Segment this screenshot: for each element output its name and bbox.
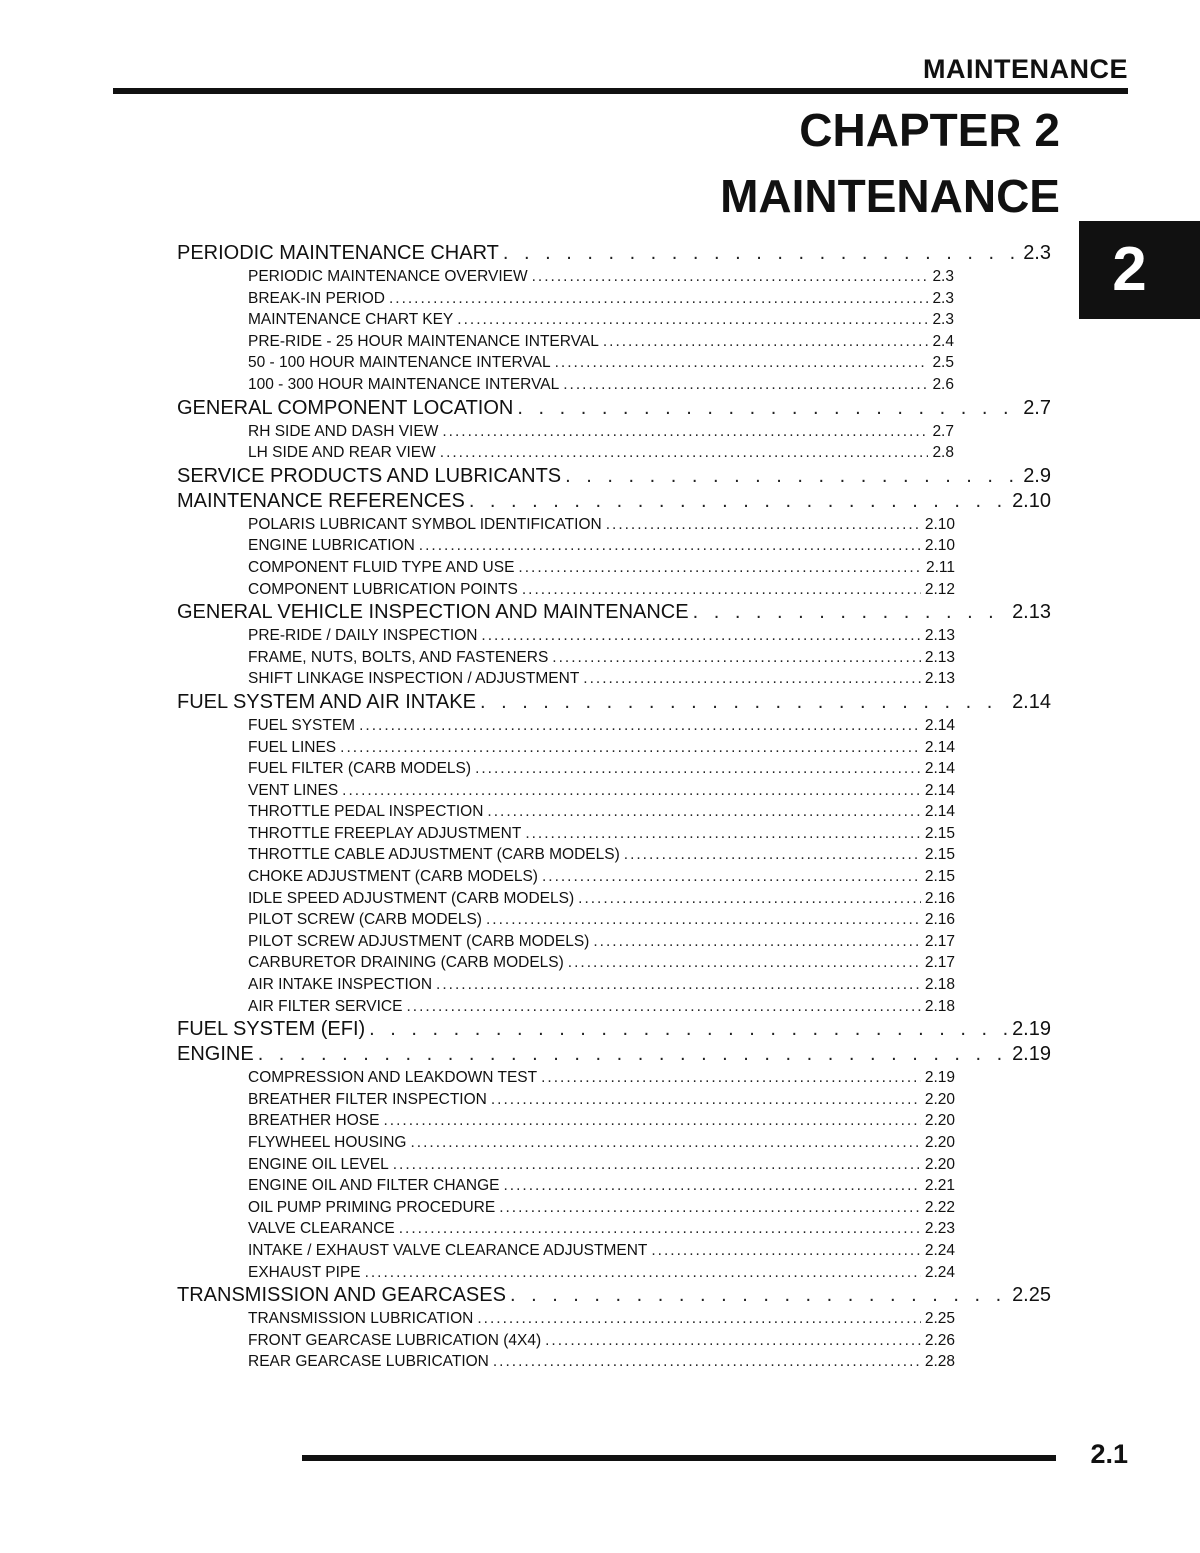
dot-leader: [518, 557, 922, 579]
dot-leader: [480, 690, 1008, 715]
toc-entry-title: FRONT GEARCASE LUBRICATION (4X4): [248, 1331, 542, 1349]
toc-entry-page: 2.22: [924, 1198, 955, 1216]
toc-subentry[interactable]: [248, 1089, 955, 1111]
dot-leader: [342, 780, 921, 802]
toc-entry-page: 2.19: [1012, 1018, 1051, 1041]
dot-leader: [517, 396, 1019, 421]
footer-rule: [302, 1455, 1056, 1461]
toc-section-entry[interactable]: [177, 464, 1051, 489]
toc-entry-page: 2.24: [924, 1241, 955, 1259]
chapter-name: MAINTENANCE: [720, 170, 1060, 222]
dot-leader: [651, 1240, 920, 1262]
toc-subentry[interactable]: [248, 374, 954, 396]
toc-entry-page: 2.3: [1023, 242, 1051, 264]
toc-entry-page: 2.19: [1012, 1043, 1051, 1066]
toc-entry-title: AIR INTAKE INSPECTION: [248, 976, 433, 994]
chapter-title: [360, 97, 1060, 229]
toc-entry-page: 2.28: [924, 1353, 955, 1371]
dot-leader: [440, 442, 929, 464]
toc-section-entry[interactable]: [177, 1042, 1051, 1067]
header-rule: [113, 88, 1128, 94]
toc-entry-title: BREATHER FILTER INSPECTION: [248, 1090, 487, 1108]
toc-entry-title: FUEL FILTER (CARB MODELS): [248, 760, 472, 778]
toc-entry-page: 2.3: [932, 268, 954, 285]
toc-entry-page: 2.7: [932, 422, 954, 440]
dot-leader: [568, 952, 921, 974]
toc-entry-page: 2.14: [924, 760, 955, 778]
toc-entry-page: 2.3: [932, 311, 954, 329]
toc-entry-title: FLYWHEEL HOUSING: [248, 1134, 407, 1151]
toc-entry-title: INTAKE / EXHAUST VALVE CLEARANCE ADJUSTMENT: [248, 1241, 648, 1259]
dot-leader: [603, 331, 929, 353]
dot-leader: [545, 1330, 921, 1352]
toc-entry-page: 2.13: [1012, 601, 1051, 624]
toc-subentry[interactable]: [248, 421, 954, 443]
toc-subentry[interactable]: [248, 801, 955, 823]
dot-leader: [384, 1110, 921, 1132]
toc-subentry[interactable]: [248, 974, 955, 996]
toc-section-entry[interactable]: [177, 396, 1051, 421]
toc-entry-title: ENGINE LUBRICATION: [248, 537, 415, 555]
toc-entry-page: 2.6: [932, 375, 954, 393]
toc-entry-page: 2.7: [1023, 396, 1051, 419]
toc-entry-page: 2.18: [924, 997, 955, 1015]
toc-subentry[interactable]: [248, 647, 955, 669]
toc-entry-title: FUEL LINES: [248, 738, 337, 756]
toc-entry-title: PERIODIC MAINTENANCE CHART: [177, 242, 499, 264]
toc-subentry[interactable]: [248, 866, 955, 888]
dot-leader: [406, 996, 920, 1018]
dot-leader: [578, 888, 921, 910]
dot-leader: [499, 1197, 921, 1219]
toc-entry-title: PILOT SCREW ADJUSTMENT (CARB MODELS): [248, 932, 590, 950]
toc-entry-title: FUEL SYSTEM (EFI): [177, 1018, 366, 1041]
dot-leader: [442, 421, 928, 443]
toc-entry-page: 2.25: [1012, 1284, 1051, 1307]
toc-subentry[interactable]: [248, 931, 955, 953]
toc-entry-title: RH SIDE AND DASH VIEW: [248, 422, 439, 440]
toc-subentry[interactable]: [248, 309, 954, 331]
toc-entry-title: MAINTENANCE CHART KEY: [248, 311, 454, 329]
dot-leader: [522, 579, 921, 601]
dot-leader: [542, 866, 921, 888]
toc-subentry[interactable]: [248, 996, 955, 1018]
toc-subentry[interactable]: [248, 1308, 955, 1330]
toc-entry-title: REAR GEARCASE LUBRICATION: [248, 1353, 489, 1371]
toc-entry-page: 2.18: [924, 976, 955, 994]
toc-subentry[interactable]: [248, 1351, 955, 1373]
toc-entry-title: THROTTLE PEDAL INSPECTION: [248, 803, 484, 821]
toc-entry-page: 2.16: [924, 911, 955, 929]
toc-subentry[interactable]: [248, 1262, 955, 1284]
dot-leader: [510, 1283, 1008, 1308]
toc-entry-title: FUEL SYSTEM: [248, 716, 356, 734]
toc-subentry[interactable]: [248, 625, 955, 647]
toc-subentry[interactable]: [248, 844, 955, 866]
toc-entry-title: VALVE CLEARANCE: [248, 1220, 395, 1238]
toc-entry-title: BREAK-IN PERIOD: [248, 289, 385, 307]
dot-leader: [541, 1067, 921, 1089]
toc-entry-title: SHIFT LINKAGE INSPECTION / ADJUSTMENT: [248, 670, 580, 688]
toc-subentry[interactable]: [248, 1132, 955, 1154]
toc-entry-page: 2.15: [924, 846, 955, 864]
toc-entry-page: 2.11: [925, 558, 955, 576]
toc-entry-title: TRANSMISSION LUBRICATION: [248, 1310, 474, 1328]
toc-entry-page: 2.14: [1012, 690, 1051, 713]
toc-entry-page: 2.10: [1012, 489, 1051, 512]
dot-leader: [365, 1262, 921, 1284]
toc-entry-page: 2.12: [924, 580, 955, 598]
toc-entry-title: COMPONENT LUBRICATION POINTS: [248, 580, 518, 598]
toc-entry-page: 2.15: [924, 824, 955, 842]
toc-entry-page: 2.20: [924, 1134, 955, 1151]
toc-section-entry[interactable]: [177, 241, 1051, 266]
dot-leader: [532, 266, 929, 288]
toc-subentry[interactable]: [248, 352, 954, 374]
toc-subentry[interactable]: [248, 1110, 955, 1132]
toc-subentry[interactable]: [248, 909, 955, 931]
dot-leader: [457, 309, 928, 331]
dot-leader: [624, 844, 921, 866]
toc-entry-title: THROTTLE CABLE ADJUSTMENT (CARB MODELS): [248, 846, 620, 864]
toc-entry-title: CARBURETOR DRAINING (CARB MODELS): [248, 954, 564, 972]
toc-entry-page: 2.5: [932, 354, 954, 372]
dot-leader: [359, 715, 921, 737]
toc-entry-title: TRANSMISSION AND GEARCASES: [177, 1284, 506, 1307]
toc-subentry[interactable]: [248, 888, 955, 910]
toc-subentry[interactable]: [248, 1197, 955, 1219]
toc-entry-page: 2.25: [924, 1310, 955, 1328]
chapter-tab: 2: [1079, 221, 1200, 319]
dot-leader: [504, 1175, 921, 1197]
dot-leader: [606, 514, 921, 536]
toc-entry-page: 2.8: [932, 444, 954, 462]
toc-entry-page: 2.20: [924, 1155, 955, 1173]
dot-leader: [481, 625, 920, 647]
toc-entry-title: COMPONENT FLUID TYPE AND USE: [248, 558, 515, 576]
dot-leader: [469, 489, 1008, 514]
toc-subentry[interactable]: [248, 715, 955, 737]
toc-entry-page: 2.4: [932, 332, 954, 350]
dot-leader: [555, 352, 929, 374]
dot-leader: [486, 909, 921, 931]
toc-subentry[interactable]: [248, 737, 955, 759]
toc-entry-title: ENGINE OIL AND FILTER CHANGE: [248, 1177, 500, 1195]
toc-entry-title: PRE-RIDE - 25 HOUR MAINTENANCE INTERVAL: [248, 332, 599, 350]
toc-subentry[interactable]: [248, 1330, 955, 1352]
running-header: MAINTENANCE: [923, 54, 1128, 84]
toc-subentry[interactable]: [248, 952, 955, 974]
toc-entry-page: 2.13: [924, 627, 955, 645]
dot-leader: [369, 1017, 1008, 1042]
toc-subentry[interactable]: [248, 1240, 955, 1262]
toc-entry-title: IDLE SPEED ADJUSTMENT (CARB MODELS): [248, 889, 575, 907]
dot-leader: [340, 737, 921, 759]
toc-entry-title: THROTTLE FREEPLAY ADJUSTMENT: [248, 824, 522, 842]
toc-entry-page: 2.21: [924, 1177, 955, 1195]
toc-subentry[interactable]: [248, 1218, 955, 1240]
dot-leader: [583, 668, 921, 690]
toc-entry-page: 2.20: [924, 1112, 955, 1130]
toc-entry-title: EXHAUST PIPE: [248, 1263, 361, 1281]
toc-entry-title: PERIODIC MAINTENANCE OVERVIEW: [248, 268, 528, 285]
toc-subentry[interactable]: [248, 758, 955, 780]
toc-entry-page: 2.14: [924, 803, 955, 821]
toc-subentry[interactable]: [248, 514, 955, 536]
toc-entry-title: BREATHER HOSE: [248, 1112, 380, 1130]
toc-entry-page: 2.23: [924, 1220, 955, 1238]
dot-leader: [563, 374, 928, 396]
toc-entry-title: GENERAL COMPONENT LOCATION: [177, 396, 514, 419]
toc-subentry[interactable]: [248, 442, 954, 464]
toc-entry-page: 2.19: [924, 1069, 955, 1087]
toc-entry-title: ENGINE OIL LEVEL: [248, 1155, 389, 1173]
dot-leader: [491, 1089, 921, 1111]
toc-entry-page: 2.20: [924, 1090, 955, 1108]
dot-leader: [475, 758, 921, 780]
toc-entry-title: AIR FILTER SERVICE: [248, 997, 403, 1015]
toc-entry-title: MAINTENANCE REFERENCES: [177, 489, 465, 512]
toc-section-entry[interactable]: [177, 690, 1051, 715]
toc-entry-title: POLARIS LUBRICANT SYMBOL IDENTIFICATION: [248, 515, 602, 533]
toc-entry-page: 2.14: [924, 738, 955, 756]
toc-entry-title: 50 - 100 HOUR MAINTENANCE INTERVAL: [248, 354, 551, 372]
toc-entry-page: 2.17: [924, 954, 955, 972]
toc-entry-page: 2.14: [924, 781, 955, 799]
toc-entry-title: PRE-RIDE / DAILY INSPECTION: [248, 627, 478, 645]
toc-subentry[interactable]: [248, 780, 955, 802]
dot-leader: [693, 600, 1008, 625]
toc-entry-page: 2.16: [924, 889, 955, 907]
toc-subentry[interactable]: [248, 579, 955, 601]
dot-leader: [552, 647, 921, 669]
dot-leader: [399, 1218, 921, 1240]
dot-leader: [410, 1132, 920, 1154]
toc-entry-page: 2.9: [1023, 464, 1051, 487]
toc-subentry[interactable]: [248, 1175, 955, 1197]
dot-leader: [565, 464, 1019, 489]
table-of-contents: [0, 241, 1200, 1373]
toc-subentry[interactable]: [248, 668, 955, 690]
toc-entry-page: 2.13: [924, 648, 955, 666]
toc-entry-page: 2.17: [924, 932, 955, 950]
dot-leader: [503, 241, 1019, 266]
dot-leader: [258, 1042, 1008, 1067]
dot-leader: [393, 1154, 921, 1176]
toc-entry-page: 2.3: [932, 289, 954, 307]
dot-leader: [525, 823, 921, 845]
toc-entry-title: CHOKE ADJUSTMENT (CARB MODELS): [248, 868, 538, 886]
toc-subentry[interactable]: [248, 331, 954, 353]
toc-subentry[interactable]: [248, 1154, 955, 1176]
dot-leader: [389, 288, 928, 310]
toc-entry-title: SERVICE PRODUCTS AND LUBRICANTS: [177, 464, 562, 487]
dot-leader: [487, 801, 920, 823]
toc-entry-title: GENERAL VEHICLE INSPECTION AND MAINTENANCE: [177, 601, 689, 624]
toc-entry-page: 2.10: [924, 515, 955, 533]
toc-entry-title: OIL PUMP PRIMING PROCEDURE: [248, 1198, 496, 1216]
toc-entry-page: 2.14: [924, 716, 955, 734]
toc-entry-page: 2.15: [924, 868, 955, 886]
toc-entry-page: 2.26: [924, 1331, 955, 1349]
toc-subentry[interactable]: [248, 823, 955, 845]
dot-leader: [593, 931, 920, 953]
toc-entry-title: ENGINE: [177, 1043, 254, 1066]
toc-entry-title: 100 - 300 HOUR MAINTENANCE INTERVAL: [248, 375, 560, 393]
dot-leader: [477, 1308, 920, 1330]
toc-entry-page: 2.13: [924, 670, 955, 688]
dot-leader: [436, 974, 921, 996]
toc-entry-title: VENT LINES: [248, 781, 339, 799]
toc-subentry[interactable]: [248, 1067, 955, 1089]
toc-section-entry[interactable]: [177, 489, 1051, 514]
toc-entry-title: LH SIDE AND REAR VIEW: [248, 444, 436, 462]
toc-subentry[interactable]: [248, 535, 955, 557]
toc-subentry[interactable]: [248, 557, 955, 579]
toc-entry-title: COMPRESSION AND LEAKDOWN TEST: [248, 1069, 538, 1087]
toc-entry-page: 2.24: [924, 1263, 955, 1281]
chapter-number-line: CHAPTER 2: [799, 104, 1060, 156]
dot-leader: [419, 535, 921, 557]
page-number: 2.1: [1090, 1439, 1128, 1469]
toc-section-entry[interactable]: [177, 1017, 1051, 1042]
toc-subentry[interactable]: [248, 288, 954, 310]
toc-entry-title: PILOT SCREW (CARB MODELS): [248, 911, 482, 929]
toc-entry-page: 2.10: [924, 537, 955, 555]
toc-section-entry[interactable]: [177, 1283, 1051, 1308]
toc-section-entry[interactable]: [177, 600, 1051, 625]
toc-entry-title: FRAME, NUTS, BOLTS, AND FASTENERS: [248, 648, 549, 666]
toc-subentry[interactable]: [248, 266, 954, 288]
dot-leader: [493, 1351, 921, 1373]
toc-entry-title: FUEL SYSTEM AND AIR INTAKE: [177, 690, 476, 713]
